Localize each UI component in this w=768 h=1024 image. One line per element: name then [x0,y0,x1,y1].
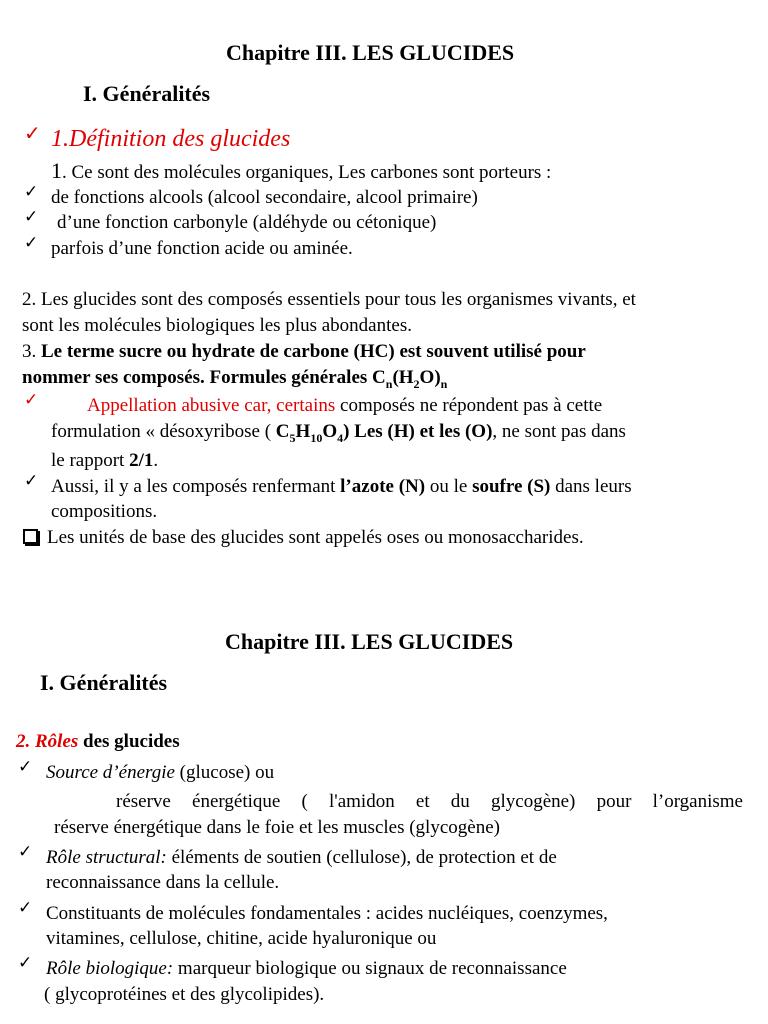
bullet-acide: parfois d’une fonction acide ou aminée. [51,238,353,259]
checkmark-icon: ✓ [24,182,39,202]
formula-mid: (H [392,367,414,388]
soufre-label: soufre (S) [472,476,551,497]
subheading-definition: 1.Définition des glucides [51,126,291,152]
bullet-alcools: de fonctions alcools (alcool secondaire, alcool primaire) [51,187,478,208]
formula-desoxyribose: $C_5H_{10}O_4$) Les (H) et les (O) [275,421,493,445]
item-3-bold-1: Le terme sucre ou hydrate de carbone (HC) est souvent utilisé pour [41,341,586,362]
biological-line2: ( glycoprotéines et des glycolipides). [44,984,325,1005]
appellation-line2 [51,421,626,445]
structural-line2: reconnaissance dans la cellule. [46,872,280,893]
units-line: Les unités de base des glucides sont appelés oses ou monosaccharides. [47,527,584,548]
item-2-line2: sont les molécules biologiques les plus abondantes. [22,315,412,336]
energy-line1: Source d’énergie (glucose) ou [46,762,275,783]
appellation-formulation: formulation « désoxyribose ( [51,421,276,442]
constituants-line1: Constituants de molécules fondamentales : acides nucléiques, coenzymes, [46,903,608,924]
formula-sub-n: n [385,376,393,391]
structural-italic: Rôle structural: [46,847,167,868]
structural-line1: Rôle structural: éléments de soutien (cellulose), de protection et de [46,847,557,868]
chapter-title-1: Chapitre III. LES GLUCIDES [226,40,515,65]
checkmark-icon: ✓ [24,207,39,227]
checkmark-icon: ✓ [18,953,33,973]
heading-generalites-1: I. Généralités [83,81,211,106]
item-3-line2 [22,367,447,391]
roles-red: 2. Rôles [16,731,79,752]
item-1-text: . Ce sont des molécules organiques, Les carbones sont porteurs : [62,162,552,183]
checkmark-icon: ✓ [18,757,33,777]
appellation-red: Appellation abusive car, certains [87,395,336,416]
item-1-number: 1 [51,158,62,183]
checkmark-icon: ✓ [18,842,33,862]
biological-italic: Rôle biologique: [46,958,174,979]
formula-sub-2: 2 [413,376,420,391]
appellation-line3: le rapport 2/1. [51,450,159,471]
checkmark-icon: ✓ [24,471,39,491]
energy-line3: réserve énergétique dans le foie et les muscles (glycogène) [54,817,500,838]
item-3-line1 [22,341,586,364]
chapter-title-2: Chapitre III. LES GLUCIDES [225,629,514,654]
item-3-bold-2: nommer ses composés. Formules générales C [22,367,386,388]
heading-generalites-2: I. Généralités [40,670,168,695]
square-bullet-icon [23,529,38,544]
checkmark-icon: ✓ [24,390,39,410]
energy-italic: Source d’énergie [46,762,175,783]
appellation-line1 [87,395,602,418]
checkmark-icon: ✓ [24,233,39,253]
item-3-number: 3. [22,341,41,362]
aussi-line2: compositions. [51,501,158,522]
energy-justified: réserve énergétique ( l'amidon et du glycogène) pour l’organisme [116,791,743,812]
checkmark-icon: ✓ [24,121,41,145]
bullet-carbonyle: d’une fonction carbonyle (aldéhyde ou cétonique) [57,212,437,233]
subheading-roles [16,731,180,754]
roles-black: des glucides [78,731,180,752]
formula-end: O) [419,367,441,388]
constituants-line2: vitamines, cellulose, chitine, acide hyaluronique ou [46,928,437,949]
aussi-line1: Aussi, il y a les composés renfermant l’azote (N) ou le soufre (S) dans leurs [51,476,632,497]
biological-line1: Rôle biologique: marqueur biologique ou signaux de reconnaissance [46,958,567,979]
azote-label: l’azote (N) [340,476,426,497]
appellation-rapport: , ne sont pas dans [492,421,626,442]
ratio-value: 2/1 [129,450,154,471]
checkmark-icon: ✓ [18,898,33,918]
appellation-rest: composés ne répondent pas à cette [335,395,603,416]
item-1 [51,158,551,185]
item-2-line1: 2. Les glucides sont des composés essentiels pour tous les organismes vivants, et [22,289,636,310]
formula-sub-n2: n [440,376,448,391]
